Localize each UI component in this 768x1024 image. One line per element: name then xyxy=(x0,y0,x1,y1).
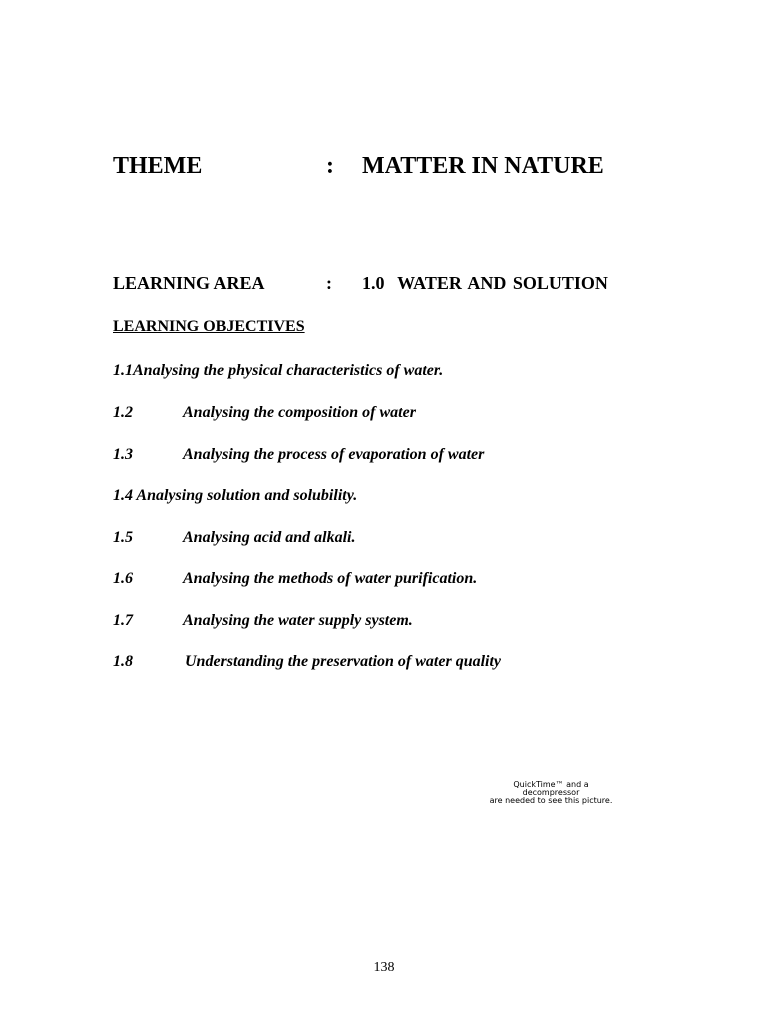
objective-text: Analysing the process of evaporation of water xyxy=(183,446,485,463)
quicktime-notice-line: decompressor xyxy=(522,788,580,797)
learning-objectives-heading: LEARNING OBJECTIVES xyxy=(113,318,305,335)
quicktime-notice-line: QuickTime™ and a xyxy=(513,780,589,789)
objective-number: 1.7 xyxy=(113,612,133,629)
objective-text: Understanding the preservation of water quality xyxy=(185,653,502,670)
objective-text: Analysing the composition of water xyxy=(183,404,416,421)
learning-area-value: 1.0 WATER AND SOLUTION xyxy=(362,273,608,293)
page-number: 138 xyxy=(373,960,395,975)
theme-label: THEME xyxy=(113,153,203,179)
quicktime-notice xyxy=(466,781,636,805)
objective-text: Analysing acid and alkali. xyxy=(183,529,356,546)
objective-number: 1.5 xyxy=(113,529,133,546)
theme-value: MATTER IN NATURE xyxy=(362,153,604,179)
objective-number: 1.8 xyxy=(113,653,133,670)
learning-area-colon: : xyxy=(326,273,332,293)
learning-area-label: LEARNING AREA xyxy=(113,273,265,293)
objective-number: 1.3 xyxy=(113,446,133,463)
theme-colon: : xyxy=(326,153,334,179)
objective-number: 1.2 xyxy=(113,404,133,421)
objective-text: Analysing the water supply system. xyxy=(183,612,413,629)
quicktime-notice-line: are needed to see this picture. xyxy=(489,796,613,805)
objective-text: 1.4 Analysing solution and solubility. xyxy=(113,487,358,504)
objective-text: Analysing the methods of water purification. xyxy=(183,570,478,587)
objective-number: 1.6 xyxy=(113,570,133,587)
objective-text: 1.1Analysing the physical characteristics of water. xyxy=(113,362,444,379)
